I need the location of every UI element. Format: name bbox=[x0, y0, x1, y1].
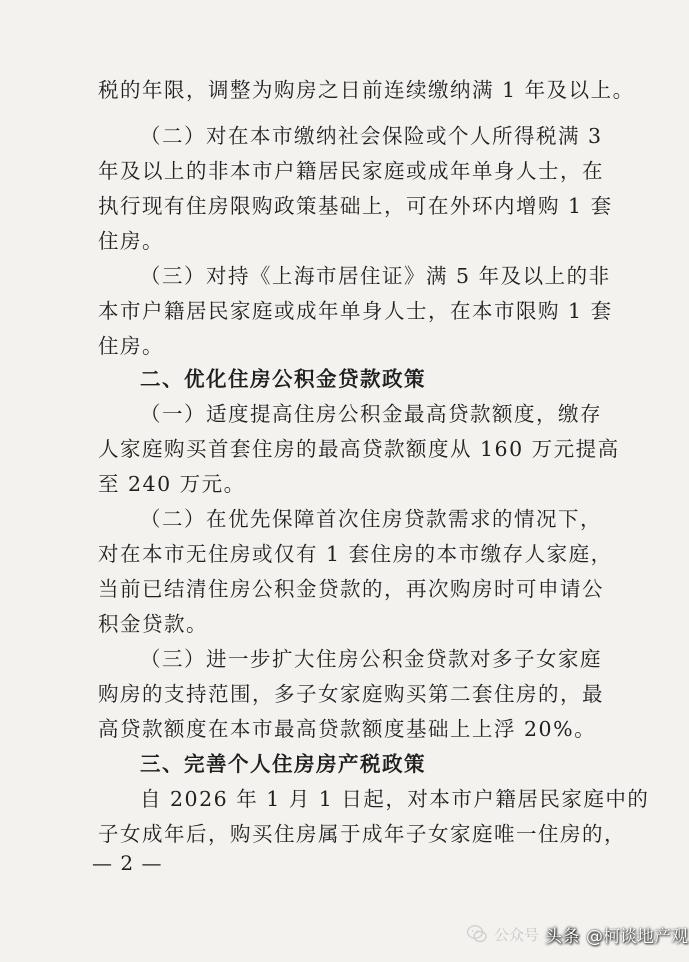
text-line: （三）进一步扩大住房公积金贷款对多子女家庭 bbox=[140, 647, 602, 671]
text-line: 执行现有住房限购政策基础上，可在外环内增购 1 套 bbox=[98, 194, 613, 218]
text-line: （三）对持《上海市居住证》满 5 年及以上的非 bbox=[140, 264, 611, 288]
text-line: 高贷款额度在本市最高贷款额度基础上上浮 20%。 bbox=[98, 717, 597, 741]
text-line: （一）适度提高住房公积金最高贷款额度，缴存 bbox=[140, 402, 602, 426]
section-heading: 三、完善个人住房房产税政策 bbox=[140, 752, 426, 776]
wechat-icon bbox=[466, 923, 488, 945]
text-line: 住房。 bbox=[98, 334, 164, 358]
text-line: 本市户籍居民家庭或成年单身人士，在本市限购 1 套 bbox=[98, 299, 613, 323]
text-line: 对在本市无住房或仅有 1 套住房的本市缴存人家庭， bbox=[98, 542, 613, 566]
source-watermark bbox=[466, 919, 688, 949]
text-line: 人家庭购买首套住房的最高贷款额度从 160 万元提高 bbox=[98, 437, 620, 461]
text-line: 年及以上的非本市户籍居民家庭或成年单身人士，在 bbox=[98, 159, 604, 183]
text-line: 自 2026 年 1 月 1 日起，对本市户籍居民家庭中的 bbox=[140, 787, 650, 811]
watermark-source: 头条 bbox=[545, 926, 581, 947]
text-line: 住房。 bbox=[98, 229, 164, 253]
text-line: 当前已结清住房公积金贷款的，再次购房时可申请公 bbox=[98, 577, 604, 601]
text-line: 积金贷款。 bbox=[98, 612, 208, 636]
text-line: 子女成年后，购买住房属于成年子女家庭唯一住房的， bbox=[98, 822, 626, 846]
text-line: 购房的支持范围，多子女家庭购买第二套住房的，最 bbox=[98, 682, 604, 706]
watermark-faint-text: 公众号 bbox=[494, 925, 540, 944]
section-heading: 二、优化住房公积金贷款政策 bbox=[140, 367, 426, 391]
text-line: 税的年限，调整为购房之日前连续缴纳满 1 年及以上。 bbox=[98, 78, 635, 102]
text-line: （二）对在本市缴纳社会保险或个人所得税满 3 bbox=[140, 124, 603, 148]
page-number: — 2 — bbox=[92, 851, 163, 875]
text-line: （二）在优先保障首次住房贷款需求的情况下， bbox=[140, 507, 602, 531]
text-line: 至 240 万元。 bbox=[98, 472, 246, 496]
watermark-handle: @柯谈地产观 bbox=[586, 926, 689, 947]
